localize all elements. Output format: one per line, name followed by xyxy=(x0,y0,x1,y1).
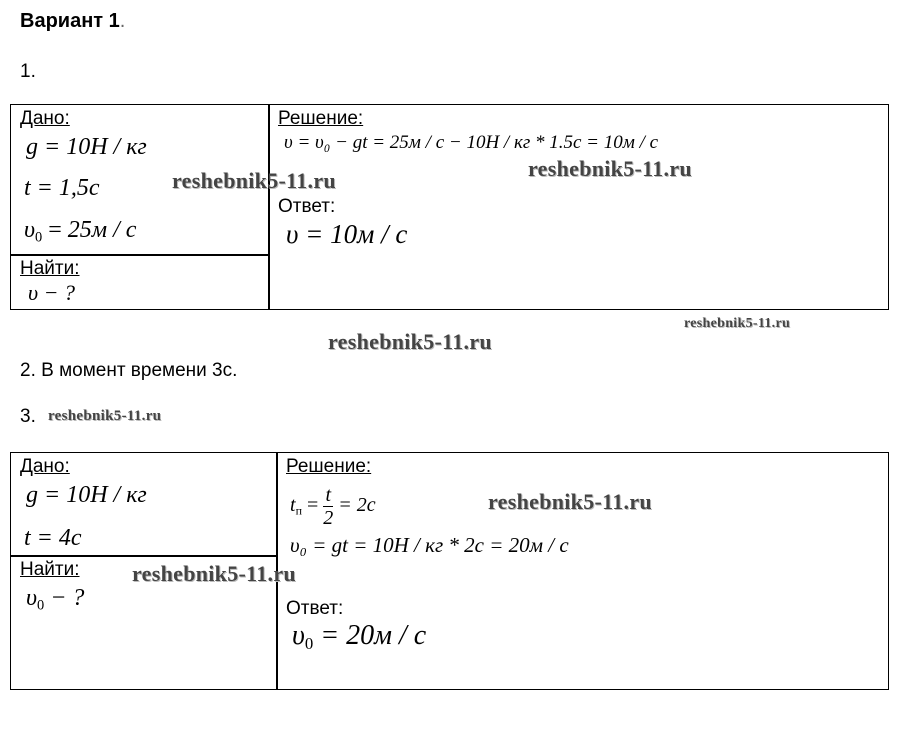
task1-solution-label: Решение: xyxy=(278,108,364,129)
task1-divider-vertical xyxy=(268,104,270,310)
variant-title-text: Вариант 1 xyxy=(20,10,120,32)
task3-find-symbol: υ xyxy=(26,585,38,611)
task1-answer: υ = 10м / с xyxy=(286,219,408,249)
fraction-numerator: t xyxy=(323,484,333,507)
tn-sub: п xyxy=(295,503,302,518)
watermark: reshebnik5-11.ru xyxy=(488,489,652,514)
task3-answer-value: = 20м / с xyxy=(313,620,427,651)
watermark: reshebnik5-11.ru xyxy=(132,561,296,586)
task3-solution-label: Решение: xyxy=(286,456,372,477)
task3-number: 3. xyxy=(20,406,36,427)
task1-solution: υ = υ₀ − gt = 25м / с − 10H / кг * 1.5c = 10м / с xyxy=(284,132,659,153)
variant-title xyxy=(20,10,125,33)
task3-find-suffix: − ? xyxy=(44,585,85,611)
task1-given-g: g = 10H / кг xyxy=(26,134,147,160)
task1-v0-symbol: υ xyxy=(24,217,36,243)
task1-v0-sub: 0 xyxy=(35,229,43,246)
watermark: reshebnik5-11.ru xyxy=(684,316,791,331)
task2-text: 2. В момент времени 3с. xyxy=(20,360,238,381)
task1-answer-label: Ответ: xyxy=(278,196,336,217)
task3-solution-line1: $t_п$ = $\frac{t}{2}$ = 2c xyxy=(290,484,376,529)
task3-divider-horizontal xyxy=(10,555,277,557)
task1-given-v0: $\upsilon_0 = 25м / с$ xyxy=(24,217,137,246)
variant-title-dot: . xyxy=(119,10,126,32)
task1-find-label: Найти: xyxy=(20,258,80,279)
watermark: reshebnik5-11.ru xyxy=(172,168,336,193)
watermark: reshebnik5-11.ru xyxy=(48,408,162,424)
task1-given-t: t = 1,5c xyxy=(24,175,100,201)
task3-answer-label: Ответ: xyxy=(286,598,344,619)
task3-answer-symbol: υ xyxy=(292,620,305,651)
task1-find: υ − ? xyxy=(28,280,75,305)
tn-symbol: t xyxy=(290,494,296,517)
watermark: reshebnik5-11.ru xyxy=(528,156,692,181)
tn-result: = 2c xyxy=(338,494,376,517)
task3-find-sub: 0 xyxy=(37,597,45,614)
fraction-denominator: 2 xyxy=(323,507,334,529)
task3-find-label: Найти: xyxy=(20,559,80,580)
task3-given-t: t = 4c xyxy=(24,525,82,551)
task3-solution-line2: υ₀ = gt = 10H / кг * 2c = 20м / с xyxy=(290,533,569,557)
task1-divider-horizontal xyxy=(10,254,269,256)
task1-v0-value: 25м / с xyxy=(67,217,137,243)
task3-given-g: g = 10H / кг xyxy=(26,482,147,508)
task3-find xyxy=(26,585,84,614)
task3-answer xyxy=(292,620,426,654)
task3-given-label: Дано: xyxy=(20,456,70,477)
fraction xyxy=(323,484,333,529)
task1-given-label: Дано: xyxy=(20,108,70,129)
watermark: reshebnik5-11.ru xyxy=(328,329,492,354)
task3-answer-sub: 0 xyxy=(304,634,314,654)
task1-number: 1. xyxy=(20,61,36,82)
